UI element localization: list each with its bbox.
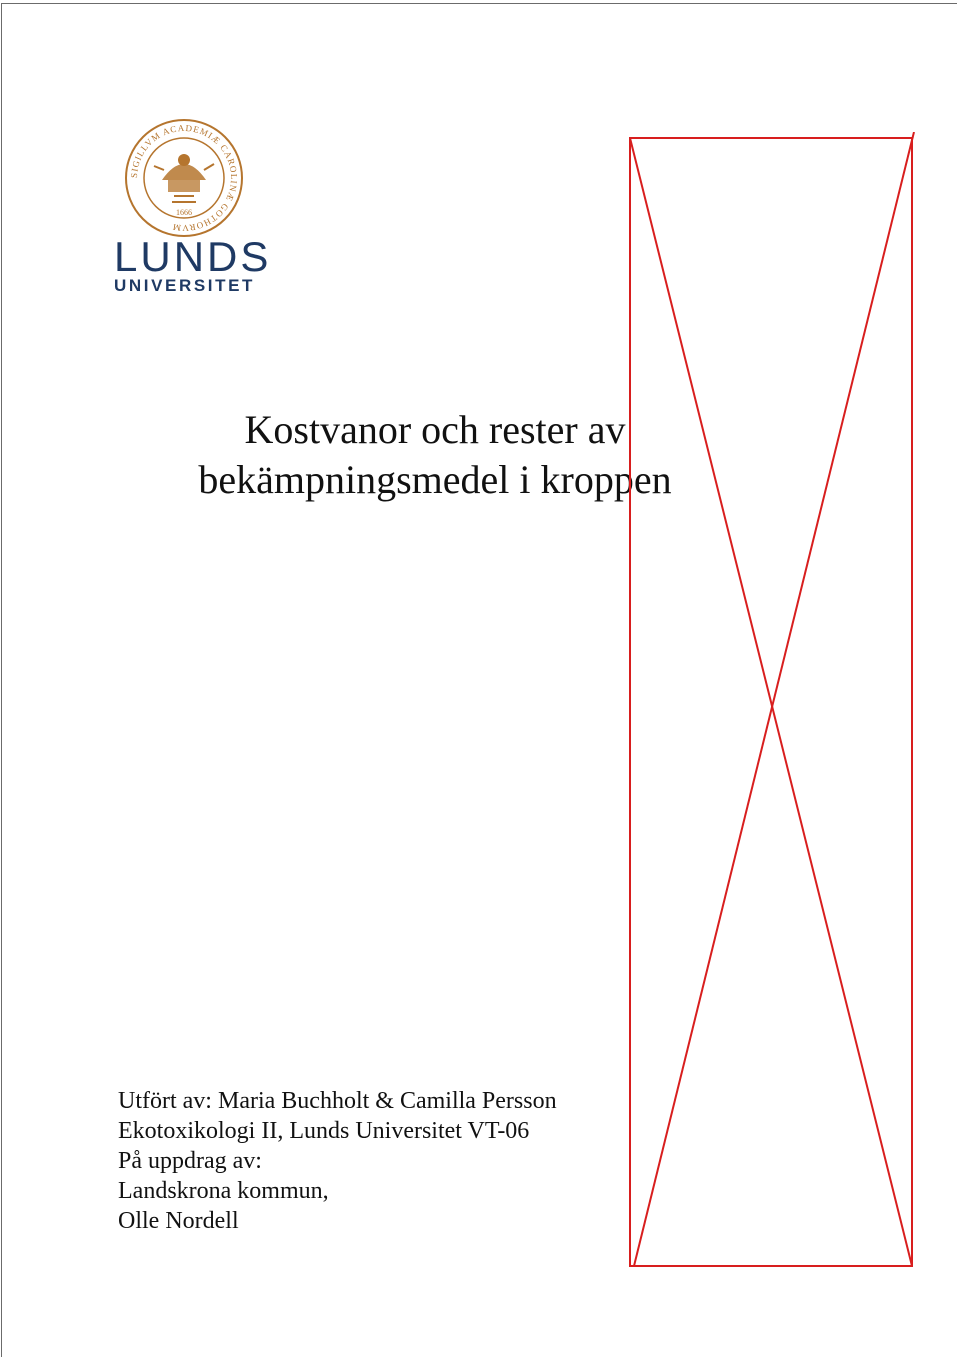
credit-line-authors: Utfört av: Maria Buchholt & Camilla Persson [118,1088,557,1114]
seal-text: SIGILLVM ACADEMIÆ CAROLINÆ GOTHORVM [128,122,240,234]
credit-line-course: Ekotoxikologi II, Lunds Universitet VT-06 [118,1118,530,1144]
credit-line-contact: Olle Nordell [118,1208,239,1234]
logo-name-lunds: LUNDS [114,233,272,280]
credit-line-commissioned: På uppdrag av: [118,1148,262,1174]
university-seal-logo [124,118,244,238]
document-title-line-2: bekämpningsmedel i kroppen [198,457,672,502]
seal-year: 1666 [176,208,192,217]
credits-block [118,1086,557,1236]
logo-name-universitet: UNIVERSITET [114,276,256,295]
credit-line-client: Landskrona kommun, [118,1178,329,1204]
document-title-line-1: Kostvanor och rester av [244,407,626,452]
missing-image-icon [628,132,916,1268]
